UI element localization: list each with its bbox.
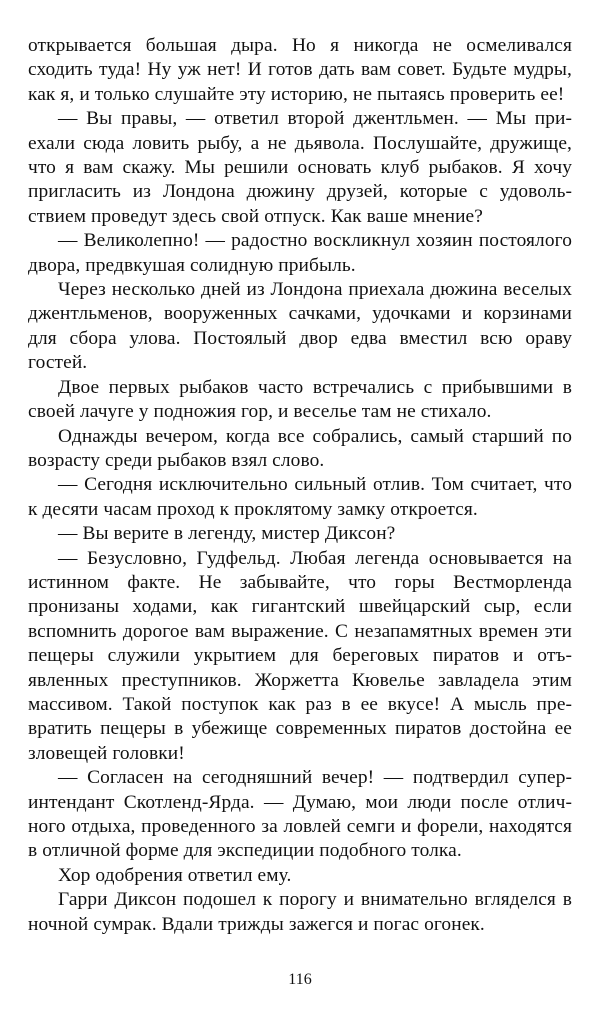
paragraph-11: Хор одобрения ответил ему.	[58, 864, 292, 886]
paragraph-12: Гарри Диксон подошел к порогу и внимательно вгляделся в ночной сумрак. Вдали трижды зажегся и погас огонек.	[28, 889, 572, 935]
paragraph-9: — Безусловно, Гудфельд. Любая легенда основывается на истинном факте. Не забывайте, что горы Вестморленда пронизаны ходами, как гигантский швейцарский сыр, если вспомнить дорогое вам выражение. С незапамятных времен эти пещеры служили укрытием для береговых пиратов и отъявленных преступников. Жоржетта Кювелье завладела этим массивом. Такой поступок как раз в ее вкусе! А мысль превратить пещеры в убежище современных пиратов достойна ее зловещей головки!	[28, 547, 572, 764]
page-body	[28, 34, 572, 937]
paragraph-10: — Согласен на сегодняшний вечер! — подтвердил суперинтендант Скотленд-Ярда. — Думаю, мои люди после отличного отдыха, проведенного за ловлей семги и форели, находятся в отличной форме для экспедиции подобного толка.	[28, 767, 572, 862]
paragraph-7: — Сегодня исключительно сильный отлив. Том считает, что к десяти часам проход к проклятому замку откроется.	[28, 474, 572, 520]
paragraph-5: Двое первых рыбаков часто встречались с прибывшими в своей лачуге у подножия гор, и веселье там не стихало.	[28, 376, 572, 423]
paragraph-6: Однажды вечером, когда все собрались, самый старший по возрасту среди рыбаков взял слово.	[28, 425, 572, 471]
paragraph-2: — Вы правы, — ответил второй джентльмен. — Мы приехали сюда ловить рыбу, а не дьявола. Послушайте, дружище, что я вам скажу. Мы решили основать клуб рыбаков. Я хочу пригласить из Лондона дюжину друзей, которые с удовольствием проведут здесь свой отпуск. Как ваше мнение?	[28, 108, 572, 227]
paragraph-8: — Вы верите в легенду, мистер Диксон?	[58, 523, 396, 545]
paragraph-4: Через несколько дней из Лондона приехала дюжина веселых джентльменов, вооруженных сачками, удочками и корзинами для сбора улова. Постоялый двор едва вместил всю ораву гостей.	[28, 279, 572, 374]
paragraph-3: — Великолепно! — радостно воскликнул хозяин постоялого двора, предвкушая солидную прибыль.	[28, 230, 572, 276]
paragraph-1: открывается большая дыра. Но я никогда не осмеливался сходить туда! Ну уж нет! И готов дать вам совет. Будьте мудры, как я, и только слушайте эту историю, не пытаясь проверить ее!	[28, 35, 572, 105]
page-number: 116	[288, 971, 312, 988]
